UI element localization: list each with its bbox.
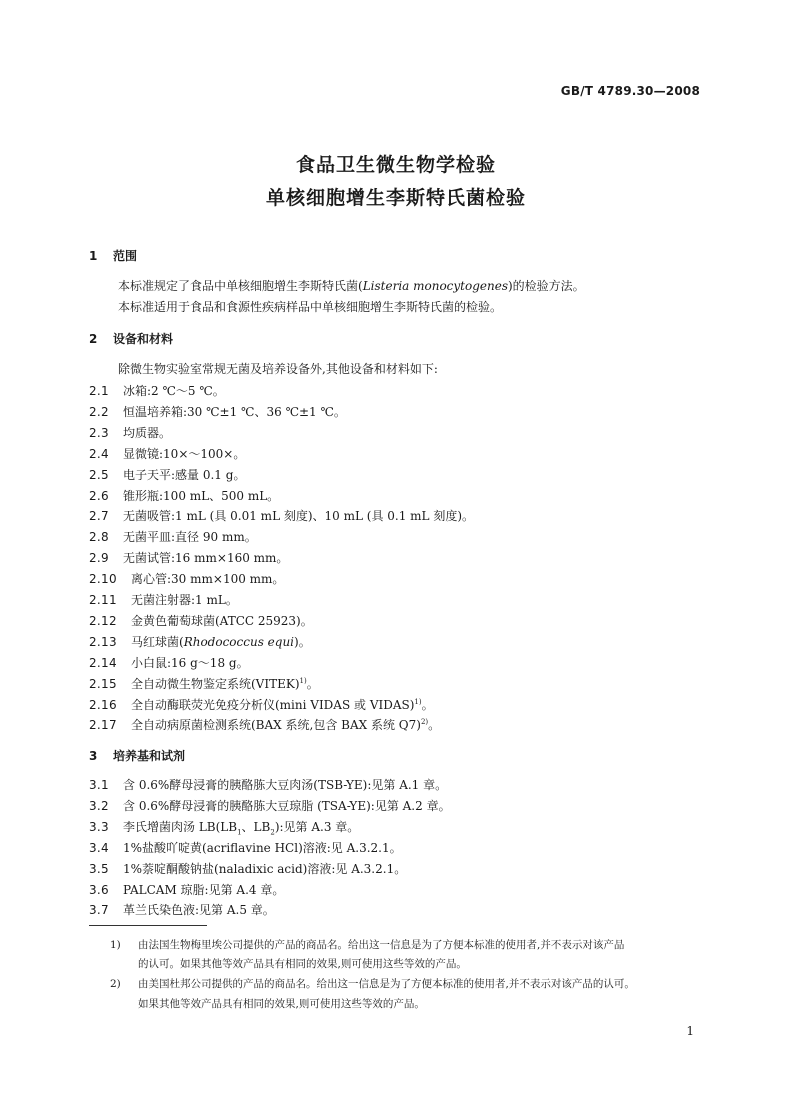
item-number: 2.2 [89, 404, 109, 419]
text: 本标准规定了食品中单核细胞增生李斯特氏菌( [118, 279, 363, 293]
footnote-reference: 1) [414, 697, 422, 706]
materials-item [89, 445, 245, 462]
reagents-item [89, 776, 447, 793]
item-number: 3.5 [89, 861, 109, 876]
item-text: 电子天平:感量 0.1 g。 [123, 467, 246, 482]
item-text: 小白鼠:16 g～18 g。 [131, 655, 249, 670]
footnote-reference: 2) [420, 718, 429, 727]
item-text: PALCAM 琼脂:见第 A.4 章。 [123, 882, 285, 897]
materials-item [89, 507, 474, 524]
materials-item [89, 654, 249, 671]
page-number: 1 [686, 1024, 694, 1038]
item-number: 2.16 [89, 697, 117, 712]
footnote-2 [110, 976, 635, 991]
item-text: 1%萘啶酮酸钠盐(naladixic acid)溶液:见 A.3.2.1。 [123, 861, 407, 876]
section-title: 范围 [113, 249, 138, 263]
footnote-divider [89, 925, 207, 926]
item-text: 无菌吸管:1 mL (具 0.01 mL 刻度)、10 mL (具 0.1 mL 刻度)。 [123, 509, 475, 524]
materials-item [89, 528, 257, 545]
scope-paragraph-1 [118, 277, 585, 294]
materials-item [89, 549, 288, 566]
item-number: 2.13 [89, 634, 117, 649]
item-number: 3.4 [89, 840, 109, 855]
item-text: 1%盐酸吖啶黄(acriflavine HCl)溶液:见 A.3.2.1。 [123, 840, 402, 855]
item-text: 全自动病原菌检测系统(BAX 系统,包含 BAX 系统 Q7) [131, 718, 421, 733]
section-2-heading [89, 330, 173, 347]
item-number: 2.4 [89, 446, 109, 461]
materials-item [89, 633, 311, 650]
item-text: 冰箱:2 ℃～5 ℃。 [123, 384, 225, 398]
item-text: 含 0.6%酵母浸膏的胰酪胨大豆琼脂 (TSA-YE):见第 A.2 章。 [123, 798, 451, 813]
subscript: 2 [270, 828, 275, 837]
section-number: 3 [89, 749, 98, 763]
item-text-tail: 。 [421, 697, 434, 712]
item-number: 2.3 [89, 425, 109, 440]
item-number: 2.5 [89, 467, 109, 482]
footnote-1 [110, 937, 624, 952]
section-title: 培养基和试剂 [113, 749, 186, 763]
materials-item [89, 696, 434, 713]
title-line-2: 单核细胞增生李斯特氏菌检验 [265, 187, 526, 209]
item-number: 2.10 [89, 572, 117, 587]
item-number: 3.1 [89, 778, 109, 792]
item-text: 、LB [241, 819, 271, 834]
footnote-1-continued: 的认可。如果其他等效产品具有相同的效果,则可使用这些等效的产品。 [138, 958, 467, 970]
title-line-1: 食品卫生微生物学检验 [295, 154, 496, 176]
item-text: )。 [294, 634, 311, 649]
footnote-mark: 1) [110, 939, 121, 951]
item-number: 3.7 [89, 903, 109, 918]
footnote-reference: 1) [299, 676, 307, 685]
materials-item [89, 403, 346, 420]
footnote-text: 由美国杜邦公司提供的产品的商品名。给出这一信息是为了方便本标准的使用者,并不表示对该产品的认可。 [138, 978, 635, 990]
item-text: 恒温培养箱:30 ℃±1 ℃、36 ℃±1 ℃。 [123, 404, 346, 419]
section-title: 设备和材料 [113, 332, 174, 346]
item-text: ):见第 A.3 章。 [274, 819, 360, 834]
item-text: 金黄色葡萄球菌(ATCC 25923)。 [131, 613, 313, 628]
section-number: 2 [89, 332, 98, 346]
item-number: 2.11 [89, 593, 117, 607]
materials-item [89, 570, 284, 587]
item-text-tail: 。 [428, 718, 441, 733]
materials-item [89, 612, 313, 629]
footnote-text: 由法国生物梅里埃公司提供的产品的商品名。给出这一信息是为了方便本标准的使用者,并不表示对该产品 [138, 939, 625, 951]
italic-species-name: Rhodococcus equi [183, 634, 295, 649]
section-3-heading [89, 747, 185, 764]
item-text: 均质器。 [123, 425, 172, 440]
italic-species-name: Listeria monocytogenes [362, 279, 508, 293]
item-number: 2.15 [89, 676, 117, 691]
item-text: 李氏增菌肉汤 LB(LB [123, 819, 238, 834]
item-number: 3.2 [89, 798, 109, 813]
item-text: 马红球菌( [131, 634, 184, 649]
item-number: 2.8 [89, 530, 109, 545]
item-number: 2.7 [89, 509, 109, 524]
item-text: 显微镜:10×～100×。 [123, 446, 246, 461]
item-number: 3.3 [89, 819, 109, 834]
item-text: 革兰氏染色液:见第 A.5 章。 [123, 903, 275, 918]
item-text: 锥形瓶:100 mL、500 mL。 [123, 488, 280, 503]
reagents-item [89, 797, 451, 814]
text: )的检验方法。 [508, 279, 585, 293]
item-number: 2.17 [89, 718, 117, 733]
section-number: 1 [89, 249, 98, 263]
item-text-tail: 。 [306, 676, 319, 691]
reagents-item [89, 901, 275, 918]
reagents-item [89, 881, 284, 898]
materials-item [89, 487, 279, 504]
item-text: 全自动酶联荧光免疫分析仪(mini VIDAS 或 VIDAS) [131, 697, 415, 712]
item-number: 2.14 [89, 655, 117, 670]
item-text: 含 0.6%酵母浸膏的胰酪胨大豆肉汤(TSB-YE):见第 A.1 章。 [123, 778, 448, 792]
subscript: 1 [237, 828, 242, 837]
materials-item [89, 466, 245, 483]
item-text: 无菌注射器:1 mL。 [131, 593, 238, 607]
reagents-item [89, 860, 406, 877]
materials-item [89, 591, 238, 608]
materials-item [89, 424, 171, 441]
footnote-2-continued: 如果其他等效产品具有相同的效果,则可使用这些等效的产品。 [138, 998, 425, 1010]
materials-item [89, 382, 225, 399]
item-number: 2.1 [89, 384, 109, 398]
reagents-item [89, 839, 402, 856]
item-number: 3.6 [89, 882, 109, 897]
scope-paragraph-2: 本标准适用于食品和食源性疾病样品中单核细胞增生李斯特氏菌的检验。 [118, 300, 503, 314]
item-text: 全自动微生物鉴定系统(VITEK) [131, 676, 300, 691]
reagents-item [89, 818, 359, 836]
item-number: 2.9 [89, 551, 109, 566]
materials-item [89, 675, 319, 692]
section-1-heading [89, 247, 137, 264]
materials-item [89, 716, 440, 733]
item-text: 无菌平皿:直径 90 mm。 [123, 530, 257, 545]
item-text: 离心管:30 mm×100 mm。 [131, 572, 285, 587]
item-text: 无菌试管:16 mm×160 mm。 [123, 551, 289, 566]
materials-intro: 除微生物实验室常规无菌及培养设备外,其他设备和材料如下: [118, 362, 438, 376]
footnote-mark: 2) [110, 978, 121, 990]
standard-code: GB/T 4789.30—2008 [560, 84, 700, 98]
item-number: 2.12 [89, 613, 117, 628]
item-number: 2.6 [89, 488, 109, 503]
